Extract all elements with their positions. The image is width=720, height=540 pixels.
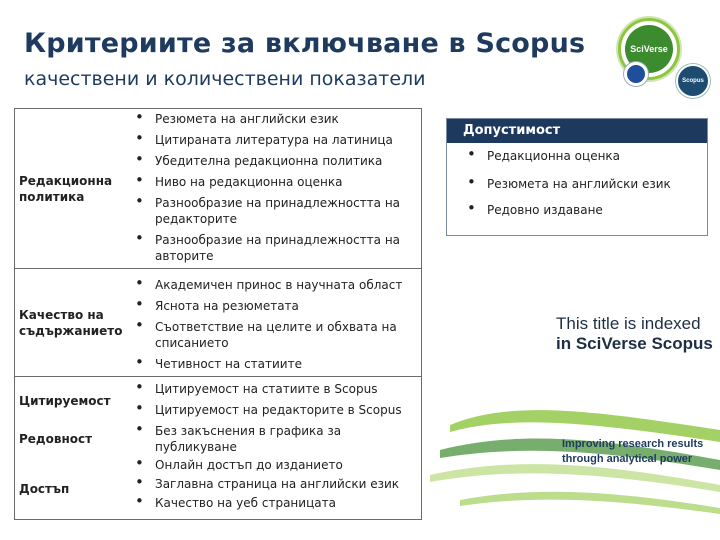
- list-item: • Заглавна страница на английски език: [135, 476, 415, 492]
- list-item: • Цитируемост на редакторите в Scopus: [135, 402, 415, 418]
- green-swoosh-decoration: [430, 260, 720, 540]
- indexed-line1: This title is indexed: [556, 314, 701, 333]
- criteria-list: [135, 111, 415, 264]
- list-item: • Съответствие на целите и обхвата на списанието: [135, 319, 415, 351]
- criteria-label: Редакционна политика: [19, 174, 113, 204]
- page-title: Критериите за включване в Scopus: [24, 28, 586, 59]
- criteria-table: [14, 108, 422, 520]
- list-item: • Редовно издаване: [447, 202, 707, 218]
- criteria-list: [135, 381, 415, 511]
- criteria-label: Качество на съдържанието: [19, 308, 123, 338]
- list-item: • Резюмета на английски език: [135, 111, 415, 127]
- criteria-row-group: [15, 377, 421, 519]
- list-item: • Качество на уеб страницата: [135, 495, 415, 511]
- criteria-label-citations: Цитируемост: [19, 394, 111, 408]
- criteria-label-regularity: Редовност: [19, 432, 93, 446]
- list-item: • Резюмета на английски език: [447, 176, 707, 192]
- list-item: • Онлайн достъп до изданието: [135, 457, 415, 473]
- eligibility-box: [446, 118, 708, 236]
- page-subtitle: качествени и количествени показатели: [24, 68, 426, 90]
- list-item: • Академичен принос в научната област: [135, 277, 415, 293]
- list-item: • Цитираната литература на латиница: [135, 132, 415, 148]
- tagline-line2: through analytical power: [562, 453, 693, 465]
- tagline-line1: Improving research results: [562, 438, 704, 450]
- sciverse-logo-text: SciVerse: [625, 25, 673, 73]
- list-item: • Разнообразие на принадлежността на авторите: [135, 232, 415, 264]
- scopus-logo: Scopus: [676, 64, 710, 98]
- criteria-list: [135, 277, 415, 372]
- indexed-line2: in SciVerse Scopus: [556, 334, 713, 353]
- list-item: • Без закъснения в графика за публикуване: [135, 423, 415, 455]
- list-item: • Четивност на статиите: [135, 356, 415, 372]
- indexed-badge: [556, 314, 713, 354]
- list-item: • Яснота на резюметата: [135, 298, 415, 314]
- tagline: [562, 437, 703, 467]
- blue-dot-logo: [624, 62, 648, 86]
- criteria-label-access: Достъп: [19, 482, 70, 496]
- criteria-row-editorial: [15, 109, 421, 269]
- eligibility-title: Допустимост: [447, 119, 707, 143]
- list-item: • Редакционна оценка: [447, 148, 707, 164]
- list-item: • Цитируемост на статиите в Scopus: [135, 381, 415, 397]
- criteria-row-content: [15, 269, 421, 377]
- list-item: • Убедителна редакционна политика: [135, 153, 415, 169]
- list-item: • Разнообразие на принадлежността на редакторите: [135, 195, 415, 227]
- eligibility-list: [447, 148, 707, 218]
- list-item: • Ниво на редакционна оценка: [135, 174, 415, 190]
